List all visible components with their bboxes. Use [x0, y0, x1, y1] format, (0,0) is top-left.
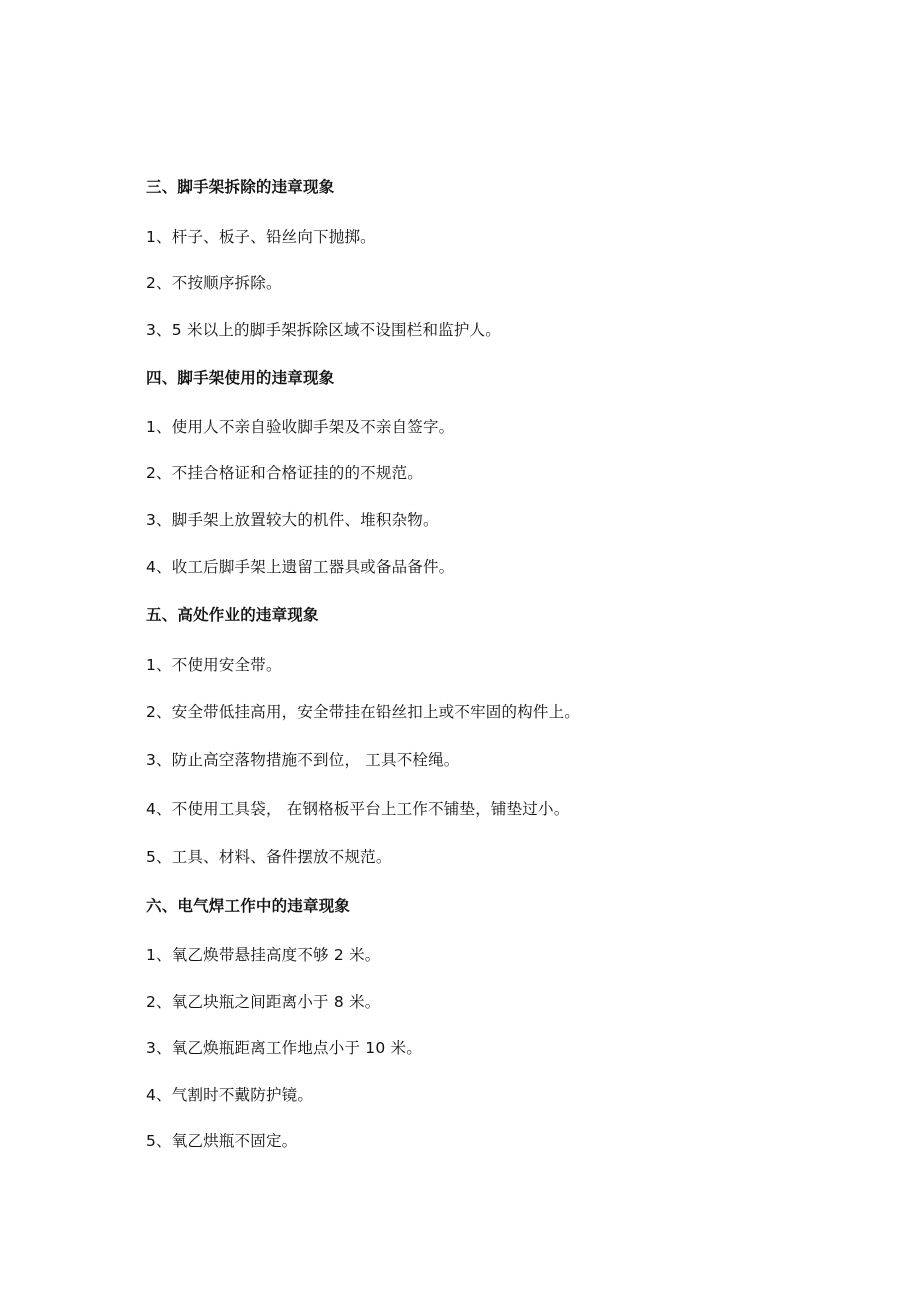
list-item: 4、不使用工具袋， 在钢格板平台上工作不铺垫，铺垫过小。	[146, 800, 570, 818]
list-item: 2、安全带低挂高用，安全带挂在铅丝扣上或不牢固的构件上。	[146, 703, 580, 721]
list-item: 1、杆子、板子、铅丝向下抛掷。	[146, 228, 376, 246]
list-item: 4、收工后脚手架上遗留工器具或备品备件。	[146, 558, 455, 576]
section-heading: 五、高处作业的违章现象	[146, 606, 319, 624]
section-heading: 四、脚手架使用的违章现象	[146, 369, 335, 387]
list-item: 4、气割时不戴防护镜。	[146, 1086, 314, 1104]
list-item: 3、防止高空落物措施不到位， 工具不栓绳。	[146, 751, 460, 769]
section-heading: 三、脚手架拆除的违章现象	[146, 178, 335, 196]
list-item: 1、不使用安全带。	[146, 656, 282, 674]
list-item: 3、氧乙焕瓶距离工作地点小于 10 米。	[146, 1039, 422, 1057]
list-item: 3、5 米以上的脚手架拆除区域不设围栏和监护人。	[146, 321, 501, 339]
list-item: 2、不按顺序拆除。	[146, 274, 282, 292]
list-item: 5、氧乙烘瓶不固定。	[146, 1132, 298, 1150]
list-item: 1、使用人不亲自验收脚手架及不亲自签字。	[146, 418, 455, 436]
list-item: 2、氧乙块瓶之间距离小于 8 米。	[146, 993, 381, 1011]
list-item: 1、氧乙焕带悬挂高度不够 2 米。	[146, 946, 381, 964]
list-item: 3、脚手架上放置较大的机件、堆积杂物。	[146, 511, 439, 529]
list-item: 5、工具、材料、备件摆放不规范。	[146, 848, 392, 866]
list-item: 2、不挂合格证和合格证挂的的不规范。	[146, 464, 423, 482]
section-heading: 六、电气焊工作中的违章现象	[146, 897, 351, 915]
